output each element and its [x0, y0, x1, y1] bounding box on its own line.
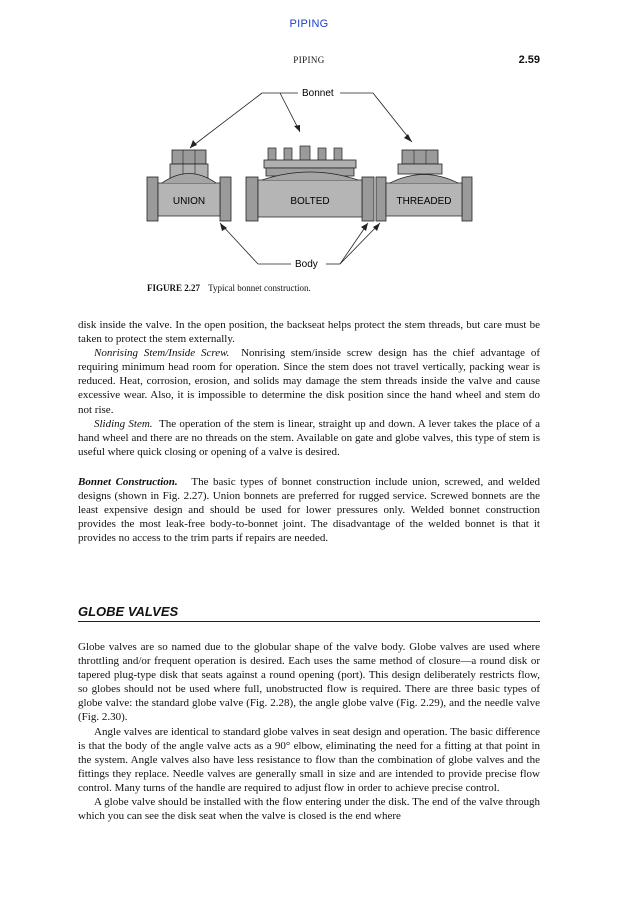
label-threaded: THREADED: [396, 196, 452, 207]
header-title: PIPING: [293, 55, 325, 65]
paragraph: [78, 346, 540, 416]
paragraph: disk inside the valve. In the open position, the backseat helps protect the stem threads, but care must be taken to protect the stem externally.: [78, 319, 540, 346]
running-head: PIPING: [289, 18, 329, 30]
caption-text: Typical bonnet construction.: [208, 283, 311, 293]
paragraph-text: Nonrising stem/inside screw design has the chief advantage of requiring minimum head room for operation. Since the stem does not travel vertically, packing wear is reduced. Heat, corrosion, erosion, and solids may damage the stem threads inside the valve and cause excessive wear. Also, it is impossible to determine the disk position since the hand wheel and stem do not rise.: [78, 347, 540, 416]
label-union: UNION: [172, 196, 206, 207]
body-text-block-3: [78, 640, 540, 823]
run-in-heading: Nonrising Stem/Inside Screw.: [94, 347, 230, 360]
bonnet-leader: [373, 93, 412, 142]
body-text-block-1: [78, 318, 540, 459]
paragraph: [78, 475, 540, 545]
caption-label: FIGURE 2.27: [147, 283, 201, 293]
paragraph-text: The basic types of bonnet construction include union, screwed, and welded designs (shown in Fig. 2.27). Union bonnets are preferred for rugged service. Screwed bonnets are the least expensive design and should be used for lower pressures only. Welded bonnet construction provides the most leak-free body-to-bonnet joint. The disadvantage of the welded bonnet is that it provides no access to the trim parts if repairs are needed.: [78, 476, 541, 545]
paragraph: A globe valve should be installed with the flow entering under the disk. The end of the valve through which you can see the disk seat when the valve is closed is the end where: [78, 796, 540, 823]
figure-bonnet-construction: [140, 80, 480, 280]
run-in-heading: Sliding Stem.: [94, 417, 153, 430]
threaded-valve: [376, 150, 472, 221]
bonnet-diagram: [140, 80, 480, 280]
section-heading: GLOBE VALVES: [78, 604, 540, 622]
page-header: [78, 55, 540, 69]
label-bonnet: Bonnet: [302, 88, 334, 99]
arrow-head: [294, 125, 300, 132]
arrow-head: [361, 223, 368, 231]
figure-caption: [147, 283, 311, 293]
paragraph: [78, 417, 540, 459]
paragraph-text: The operation of the stem is linear, straight up and down. A lever takes the place of a hand wheel and there are no threads on the stem. Available on gate and globe valves, this type of stem is useful where quick closing or opening of a valve is desired.: [78, 417, 540, 458]
paragraph: Globe valves are so named due to the globular shape of the valve body. Globe valves are used where throttling and/or frequent operation is desired. Each uses the same method of closure—a round disk or tapered plug-type disk that seats against a round opening (port). This design deliberately restricts flow, so globes should not be used where full, unobstructed flow is required. There are three basic types of globe valve: the standard globe valve (Fig. 2.28), the angle globe valve (Fig. 2.29), and the needle valve (Fig. 2.30).: [78, 641, 540, 724]
paragraph: Angle valves are identical to standard globe valves in seat design and operation. The basic difference is that the body of the angle valve acts as a 90° elbow, eliminating the need for a fitting at that point in the system. Angle valves also have less resistance to flow than the combination of globe valves and the fittings they replace. Needle valves are generally small in size and are intended to provide precise flow control. Many turns of the handle are required to adjust flow in order to achieve precise control.: [78, 725, 540, 794]
bolted-valve: [246, 146, 374, 221]
label-body: Body: [295, 259, 318, 270]
run-in-heading: Bonnet Construction.: [78, 476, 178, 488]
label-bolted: BOLTED: [290, 196, 330, 207]
body-leader: [220, 223, 258, 264]
bonnet-leader: [190, 93, 262, 148]
arrow-head: [190, 140, 197, 148]
page-number: 2.59: [518, 54, 540, 66]
body-text-block-2: [78, 475, 540, 545]
arrow-head: [404, 134, 412, 142]
body-leader: [340, 223, 380, 264]
arrow-head: [373, 223, 380, 231]
union-valve: [147, 150, 231, 221]
